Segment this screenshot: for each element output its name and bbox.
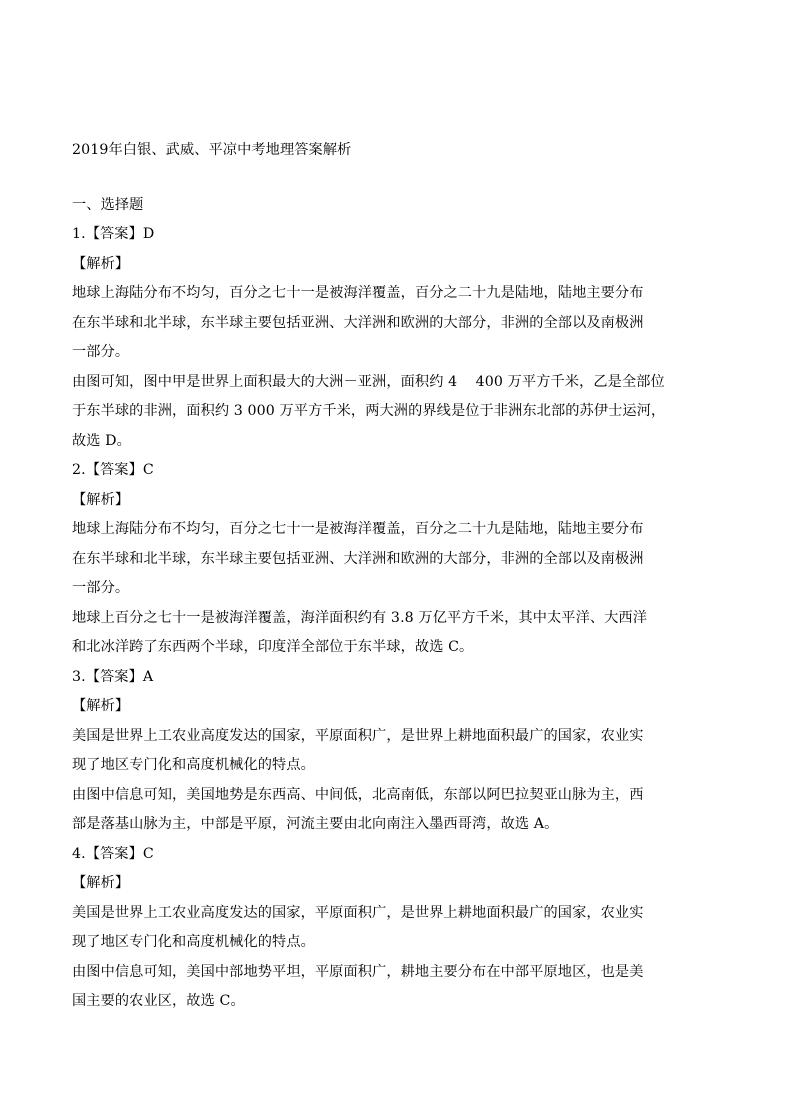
document-page — [72, 136, 722, 1017]
analysis-text-line: 在东半球和北半球，东半球主要包括亚洲、大洋洲和欧洲的大部分，非洲的全部以及南极洲 — [72, 314, 644, 331]
analysis-label: 【解析】 — [72, 491, 130, 508]
question-4 — [72, 840, 722, 1017]
analysis-text-line: 地球上海陆分布不均匀，百分之七十一是被海洋覆盖，百分之二十九是陆地，陆地主要分布 — [72, 285, 644, 301]
answer-line: 2.【答案】C — [72, 462, 154, 478]
answer-line: 4.【答案】C — [72, 845, 154, 862]
analysis-text-line: 国主要的农业区，故选 C。 — [72, 993, 245, 1009]
analysis-text-line: 由图可知，图中甲是世界上面积最大的大洲－亚洲，面积约 4 400 万平方千米，乙是全部位 — [72, 373, 665, 390]
analysis-label: 【解析】 — [72, 875, 130, 891]
section-heading: 一、选择题 — [72, 196, 144, 213]
question-3 — [72, 663, 722, 840]
analysis-text-line: 现了地区专门化和高度机械化的特点。 — [72, 934, 315, 950]
analysis-text-line: 由图中信息可知，美国中部地势平坦，平原面积广，耕地主要分布在中部平原地区，也是美 — [72, 963, 644, 980]
analysis-text-line: 地球上海陆分布不均匀，百分之七十一是被海洋覆盖，百分之二十九是陆地，陆地主要分布 — [72, 521, 644, 537]
analysis-text-line: 地球上百分之七十一是被海洋覆盖，海洋面积约有 3.8 万亿平方千米，其中太平洋、大西洋 — [72, 609, 648, 626]
answer-line: 3.【答案】A — [72, 668, 154, 685]
analysis-text-line: 美国是世界上工农业高度发达的国家，平原面积广，是世界上耕地面积最广的国家，农业实 — [72, 904, 644, 921]
analysis-text-line: 由图中信息可知，美国地势是东西高、中间低，北高南低，东部以阿巴拉契亚山脉为主，西 — [72, 786, 644, 803]
document-title: 2019年白银、武威、平凉中考地理答案解析 — [72, 142, 352, 158]
analysis-label: 【解析】 — [72, 698, 130, 714]
question-1 — [72, 220, 722, 456]
question-2 — [72, 456, 722, 663]
analysis-text-line: 一部分。 — [72, 344, 130, 360]
analysis-text-line: 部是落基山脉为主，中部是平原，河流主要由北向南注入墨西哥湾，故选 A。 — [72, 816, 559, 832]
answer-line: 1.【答案】D — [72, 226, 155, 242]
analysis-text-line: 和北冰洋跨了东西两个半球，印度洋全部位于东半球，故选 C。 — [72, 639, 474, 655]
analysis-text-line: 在东半球和北半球，东半球主要包括亚洲、大洋洲和欧洲的大部分，非洲的全部以及南极洲 — [72, 550, 644, 567]
analysis-text-line: 现了地区专门化和高度机械化的特点。 — [72, 757, 315, 773]
analysis-text-line: 于东半球的非洲，面积约 3 000 万平方千米，两大洲的界线是位于非洲东北部的苏伊士运河， — [72, 403, 666, 419]
analysis-text-line: 一部分。 — [72, 580, 130, 596]
analysis-text-line: 故选 D。 — [72, 432, 131, 449]
analysis-label: 【解析】 — [72, 255, 130, 272]
analysis-text-line: 美国是世界上工农业高度发达的国家，平原面积广，是世界上耕地面积最广的国家，农业实 — [72, 727, 644, 744]
